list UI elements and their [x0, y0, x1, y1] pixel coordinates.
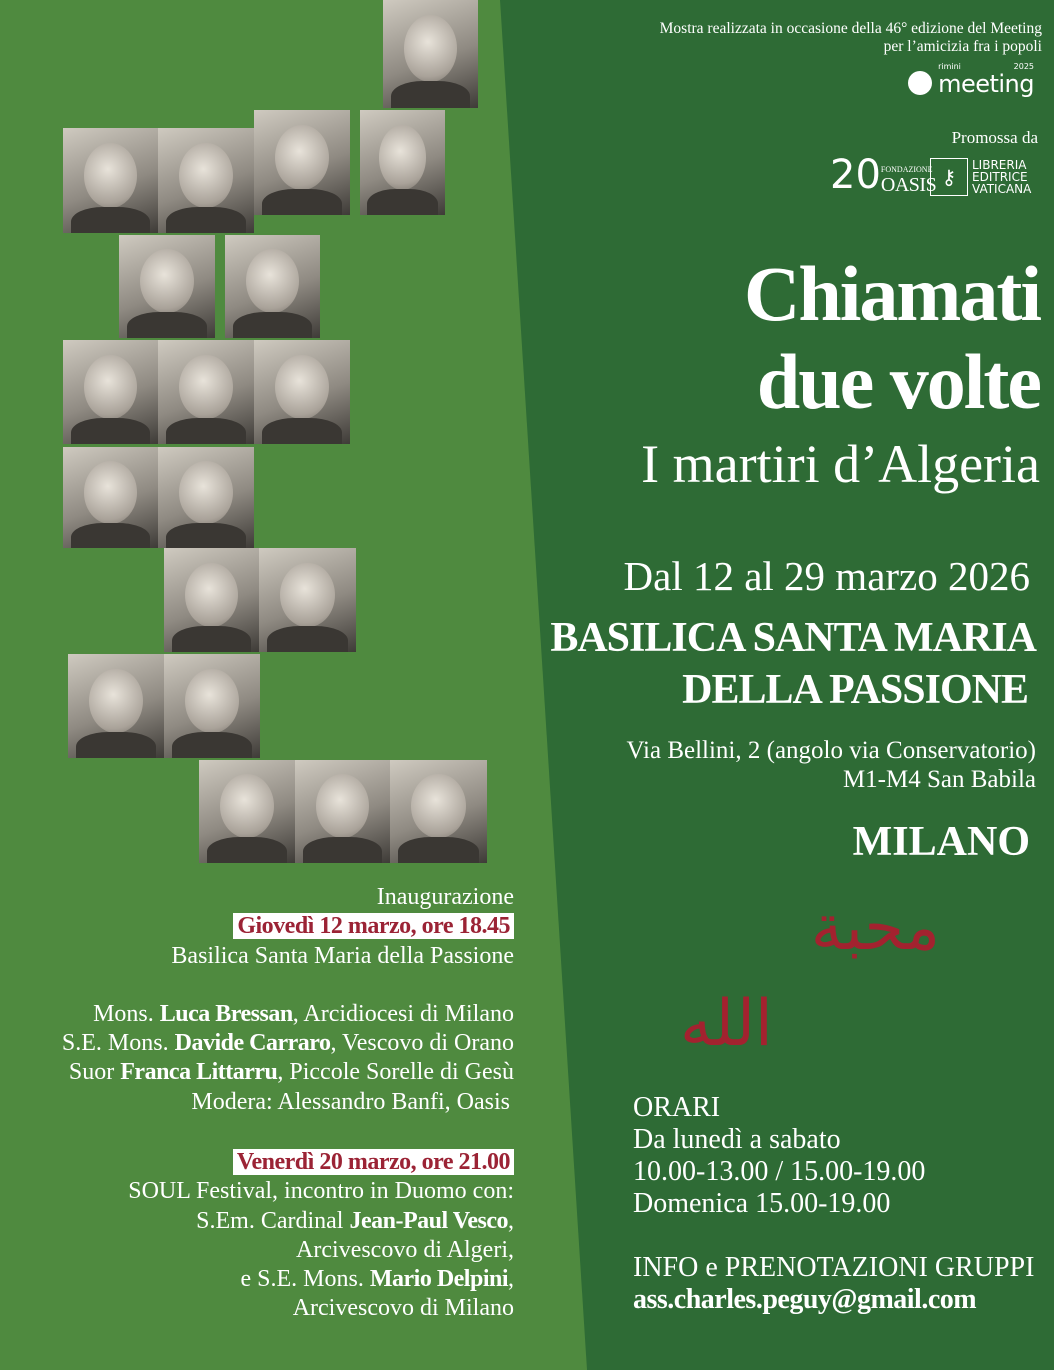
- moderator: Modera: Alessandro Banfi, Oasis: [191, 1088, 510, 1115]
- portrait-photo: [63, 447, 158, 548]
- portrait-photo: [63, 128, 158, 233]
- info-section: [633, 1252, 1034, 1316]
- soul-date: Venerdì 20 marzo, ore 21.00: [233, 1149, 514, 1175]
- venue-line: BASILICA SANTA MARIA: [550, 615, 1036, 661]
- speaker-role: Arcivescovo di Algeri,: [296, 1236, 514, 1263]
- venue-line: DELLA PASSIONE: [682, 667, 1028, 713]
- note-line: per l’amicizia fra i popoli: [883, 38, 1042, 55]
- oasis-line2: OASIS: [880, 174, 937, 196]
- portrait-photo: [383, 0, 478, 108]
- exhibition-subtitle: I martiri d’Algeria: [641, 434, 1040, 494]
- speaker: Mons. Luca Bressan, Arcidiocesi di Milano: [93, 1000, 514, 1027]
- speaker-name: Davide Carraro: [174, 1030, 331, 1057]
- logo-word: meeting: [938, 70, 1034, 98]
- calligraphy-word: الله: [680, 987, 773, 1061]
- speaker-name: Mario Delpini: [369, 1266, 508, 1293]
- dove-icon: [908, 71, 932, 95]
- portrait-photo: [164, 654, 260, 758]
- inauguration-place: Basilica Santa Maria della Passione: [171, 942, 514, 969]
- portrait-photo: [225, 235, 320, 338]
- hours-line: Domenica 15.00-19.00: [633, 1188, 891, 1219]
- portrait-photo: [295, 760, 390, 863]
- logo-year: 2025: [1013, 62, 1034, 71]
- calligraphy-word: محبة: [810, 891, 940, 965]
- event-dates: Dal 12 al 29 marzo 2026: [623, 553, 1030, 599]
- portrait-photo: [63, 340, 158, 444]
- hours-label: ORARI: [633, 1092, 721, 1123]
- portrait-photo: [259, 548, 356, 652]
- portrait-photo: [68, 654, 164, 758]
- speaker-role: Arcivescovo di Milano: [292, 1295, 514, 1322]
- portrait-photo: [254, 110, 350, 215]
- portrait-photo: [164, 548, 259, 652]
- speaker-name: Jean-Paul Vesco: [349, 1207, 508, 1234]
- portrait-photo: [158, 340, 254, 444]
- lev-logo: [930, 158, 1031, 196]
- title-line: Chiamati: [744, 250, 1040, 337]
- meeting-note: [660, 20, 1042, 56]
- portrait-photo: [158, 447, 254, 548]
- lev-line: LIBRERIA: [972, 158, 1027, 172]
- note-line: Mostra realizzata in occasione della 46° edizione del Meeting: [659, 20, 1042, 37]
- speaker: e S.E. Mons. Mario Delpini,: [240, 1266, 514, 1293]
- address: [626, 736, 1036, 794]
- info-label: INFO e PRENOTAZIONI GRUPPI: [633, 1252, 1035, 1283]
- portrait-photo: [119, 235, 215, 338]
- speaker: Suor Franca Littarru, Piccole Sorelle di Gesù: [68, 1059, 514, 1086]
- speaker: S.Em. Cardinal Jean-Paul Vesco,: [196, 1207, 514, 1234]
- portrait-photo: [360, 110, 445, 215]
- hours-line: 10.00-13.00 / 15.00-19.00: [633, 1156, 926, 1187]
- oasis-line1: FONDAZIONE: [880, 165, 933, 174]
- inauguration-date: Giovedì 12 marzo, ore 18.45: [233, 913, 514, 939]
- speaker: S.E. Mons. Davide Carraro, Vescovo di Orano: [61, 1030, 514, 1057]
- papal-keys-icon: ⚷: [930, 158, 968, 196]
- portrait-photo: [199, 760, 295, 863]
- address-line: Via Bellini, 2 (angolo via Conservatorio): [626, 737, 1036, 764]
- lev-line: VATICANA: [972, 182, 1032, 196]
- exhibition-title: [744, 250, 1040, 426]
- opening-hours: [633, 1092, 925, 1220]
- city: MILANO: [852, 819, 1030, 865]
- inauguration-section: [62, 883, 514, 1117]
- lev-line: EDITRICE: [972, 170, 1028, 184]
- portrait-photo: [158, 128, 254, 233]
- hours-line: Da lunedì a sabato: [633, 1124, 841, 1155]
- oasis-number: 20: [830, 152, 881, 198]
- info-email[interactable]: ass.charles.peguy@gmail.com: [633, 1284, 977, 1315]
- title-line: due volte: [756, 338, 1040, 425]
- promoted-by-label: Promossa da: [951, 128, 1038, 147]
- portrait-photo: [254, 340, 350, 444]
- portrait-photo: [390, 760, 487, 863]
- oasis-logo: [830, 152, 937, 198]
- logo-small-text: rimini: [938, 62, 961, 71]
- speaker-name: Luca Bressan: [159, 1000, 293, 1027]
- meeting-logo: [908, 62, 1034, 97]
- soul-intro: SOUL Festival, incontro in Duomo con:: [128, 1178, 514, 1205]
- venue: [550, 612, 1036, 716]
- speaker-name: Franca Littarru: [120, 1059, 278, 1086]
- arabic-calligraphy: [680, 880, 940, 1080]
- address-line: M1-M4 San Babila: [842, 766, 1036, 793]
- inauguration-label: Inaugurazione: [376, 884, 514, 910]
- soul-festival-section: [128, 1148, 514, 1324]
